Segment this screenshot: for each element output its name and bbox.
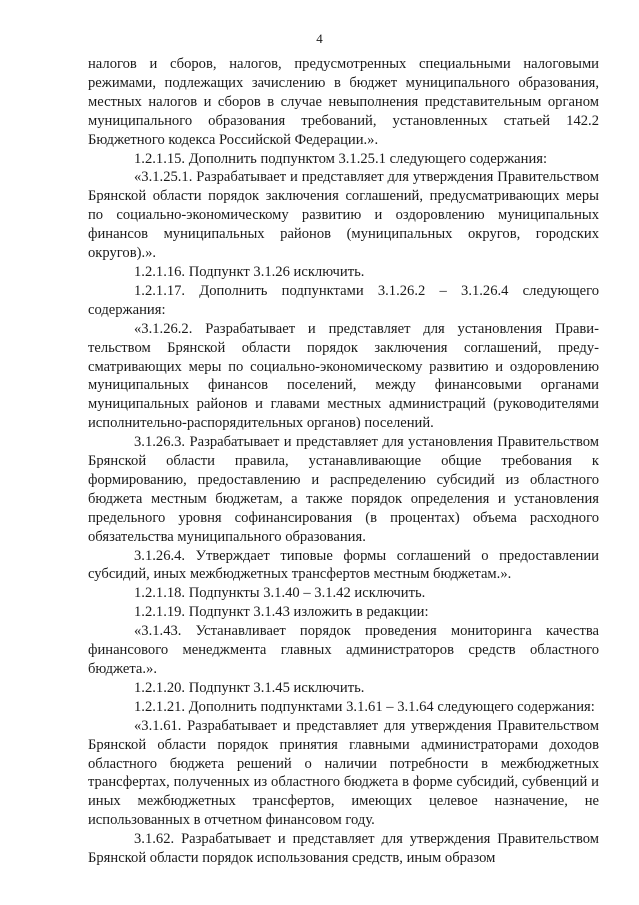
paragraph: 3.1.62. Разрабатывает и представляет для утверждения Правительством Брянской области порядок использования средств, иным образом (88, 831, 599, 867)
paragraph: 1.2.1.20. Подпункт 3.1.45 исключить. (134, 679, 365, 696)
page-number: 4 (316, 31, 323, 46)
paragraph: налогов и сборов, налогов, предусмотренных специальными налоговыми режимами, подлежащих зачислению в бюджет муниципального образования, местных налогов и сборов в случае невыполнения представительным органом муниципального образования требований, установленных статьей 142.2 Бюджетного кодекса Российской Федерации.». (88, 56, 599, 148)
paragraph: 1.2.1.17. Дополнить подпунктами 3.1.26.2 – 3.1.26.4 следующего содержания: (88, 282, 599, 318)
paragraph: 1.2.1.18. Подпункты 3.1.40 – 3.1.42 исключить. (134, 585, 426, 602)
paragraph: 1.2.1.16. Подпункт 3.1.26 исключить. (134, 263, 365, 280)
paragraph: 1.2.1.19. Подпункт 3.1.43 изложить в редакции: (134, 604, 429, 621)
paragraph: «3.1.43. Устанавливает порядок проведения мониторинга качества финансового менеджмента главных администраторов средств областного бюджета.». (88, 623, 599, 677)
paragraph: 3.1.26.4. Утверждает типовые формы соглашений о предоставлении субсидий, иных межбюджетных трансфертов местным бюджетам.». (88, 547, 599, 583)
paragraph: «3.1.25.1. Разрабатывает и представляет для утверждения Правительством Брянской области порядок заключения соглашений, предусматривающих меры по социально-экономическому развитию и оздоровлению муниципальных финансов муниципальных районов (муниципальных округов, городских округов).». (88, 169, 599, 262)
paragraph: 3.1.26.3. Разрабатывает и представляет для установления Правительством Брянской области правила, устанавливающие общие требования к формированию, предоставлению и распределению субсидий из областного бюджета местным бюджетам, а также порядок определения и установления предельного уровня софинансирования (в процентах) объема расходного обязательства муниципального образования. (88, 434, 599, 545)
paragraph: «3.1.61. Разрабатывает и представляет для утверждения Правительством Брянской области порядок принятия главными администраторами доходов областного бюджета решений о наличии потребности в межбюджетных трансфертах, полученных из областного бюджета в форме субсидий, субвенций и иных межбюджетных трансфертов, имеющих целевое назначение, не использованных в отчетном финансовом году. (88, 717, 599, 829)
paragraph: «3.1.26.2. Разрабатывает и представляет для установления Правительством Брянской области порядок заключения соглашений, предусматривающих меры по социально-экономическому развитию и оздоровлению муниципальных финансов поселений, между финансовыми органами муниципальных районов и главами местных администраций (руководителями исполнительно-распорядительных органов) поселений. (88, 320, 599, 432)
paragraph: 1.2.1.21. Дополнить подпунктами 3.1.61 – 3.1.64 следующего содержания: (134, 698, 595, 715)
paragraph: 1.2.1.15. Дополнить подпунктом 3.1.25.1 следующего содержания: (134, 150, 548, 167)
document-body (88, 55, 599, 868)
